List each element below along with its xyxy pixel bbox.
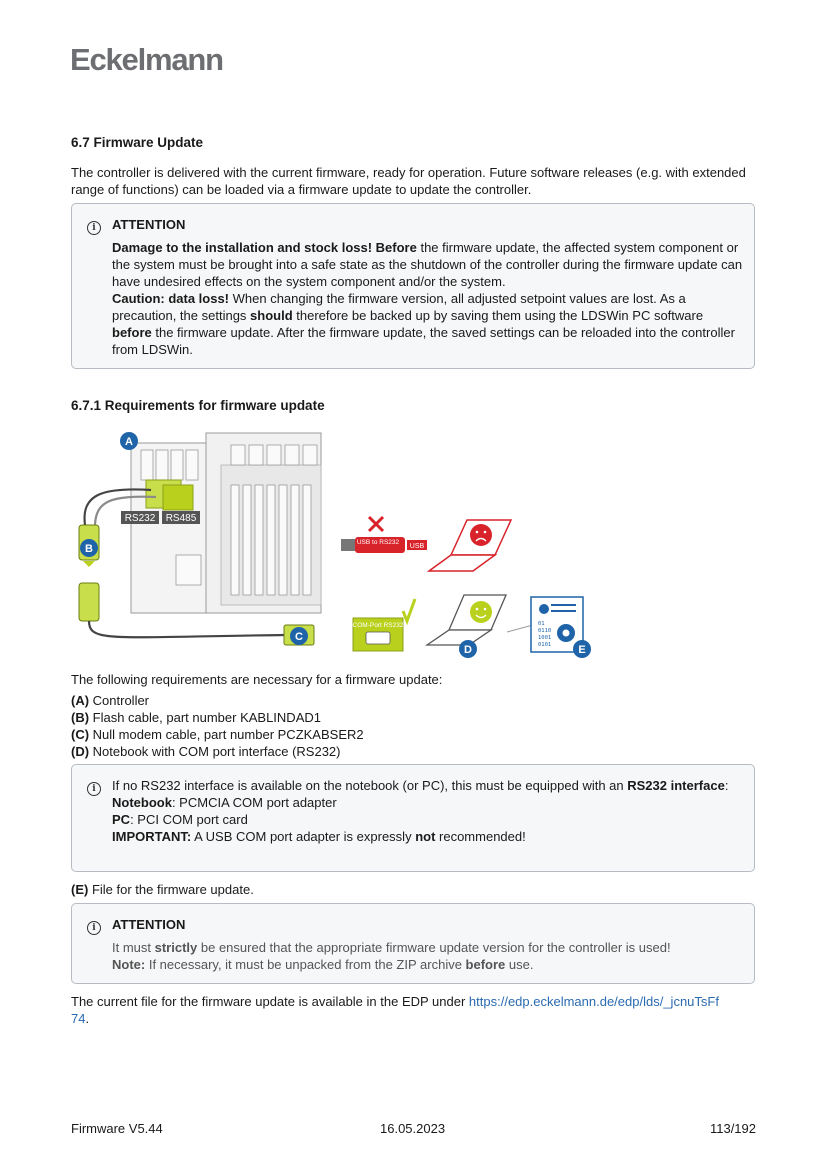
section-intro: The controller is delivered with the current firmware, ready for operation. Future software releases (e.g. with extended range of functions) can be loaded via a firmware update to update the controller. xyxy=(71,165,746,197)
svg-text:A: A xyxy=(125,436,133,448)
info-icon: i xyxy=(87,921,101,935)
svg-text:E: E xyxy=(578,644,586,656)
attention2-line-2: Note: If necessary, it must be unpacked from the ZIP archive before use. xyxy=(112,957,534,972)
firmware-update-diagram xyxy=(71,425,601,660)
footer-page-number: 113/192 xyxy=(709,1121,756,1136)
attention-title: ATTENTION xyxy=(112,917,186,932)
note-line-important: IMPORTANT: A USB COM port adapter is expressly not recommended! xyxy=(112,829,526,844)
attention-box-2 xyxy=(71,903,755,984)
requirement-item-e: (E) File for the firmware update. xyxy=(71,882,254,897)
info-icon: i xyxy=(87,782,101,796)
eckelmann-logo: Eckelmann xyxy=(70,42,223,77)
requirement-item: (C) Null modem cable, part number PCZKABSER2 xyxy=(71,727,364,742)
attention-paragraph-1: Damage to the installation and stock loss! Before the firmware update, the affected system component or the system must be brought into a safe state as the shutdown of the controller during the firmware update can have undesired effects on the system component and/or the system. xyxy=(112,240,743,289)
controller-illustration xyxy=(131,433,321,613)
file-line-2: 0110 xyxy=(538,628,552,634)
info-icon: i xyxy=(87,221,101,235)
rs232-note-box xyxy=(71,764,755,872)
svg-text:B: B xyxy=(85,543,93,555)
attention-box-1 xyxy=(71,203,755,369)
svg-text:D: D xyxy=(464,644,472,656)
attention2-line-1: It must strictly be ensured that the appropriate firmware update version for the controller is used! xyxy=(112,940,671,955)
footer-version: Firmware V5.44 xyxy=(71,1121,163,1136)
laptop-sad-icon xyxy=(429,520,511,571)
note-line-1: If no RS232 interface is available on the notebook (or PC), this must be equipped with an RS232 interface: xyxy=(112,778,729,793)
file-line-4: 0101 xyxy=(538,642,552,648)
requirement-item: (D) Notebook with COM port interface (RS232) xyxy=(71,744,341,759)
svg-text:C: C xyxy=(295,631,303,643)
edp-paragraph: The current file for the firmware update is available in the EDP under https://edp.eckelmann.de/edp/lds/_jcnuTsFf74. xyxy=(71,994,719,1026)
requirements-intro: The following requirements are necessary for a firmware update: xyxy=(71,672,443,687)
port-label-rs485: RS485 xyxy=(165,513,197,524)
file-line-3: 1001 xyxy=(538,635,552,641)
laptop-happy-icon xyxy=(427,595,506,645)
file-line-1: 01 xyxy=(538,621,545,627)
section-title: 6.7 Firmware Update xyxy=(71,135,204,150)
subsection-title: 6.7.1 Requirements for firmware update xyxy=(71,398,325,413)
attention-paragraph-2: Caution: data loss! When changing the firmware version, all adjusted setpoint values are lost. As a precaution, the settings should therefore be backed up by saving them using the LDSWin PC software before the firmware update. After the firmware update, the saved settings can be reloaded into the controller from LDSWin. xyxy=(112,291,735,357)
port-label-rs232: RS232 xyxy=(124,513,156,524)
footer-date: 16.05.2023 xyxy=(380,1121,446,1136)
attention-title: ATTENTION xyxy=(112,217,186,232)
edp-link[interactable]: https://edp.eckelmann.de/edp/lds/_jcnuTsFf74 xyxy=(71,994,719,1026)
requirement-item: (B) Flash cable, part number KABLINDAD1 xyxy=(71,710,321,725)
usb-plug-label: USB xyxy=(409,543,425,550)
null-modem-adapter xyxy=(353,618,404,651)
null-modem-label: COM-Port RS232 xyxy=(352,622,404,629)
note-line-pc: PC: PCI COM port card xyxy=(112,812,248,827)
note-line-notebook: Notebook: PCMCIA COM port adapter xyxy=(112,795,337,810)
usb-adapter-label: USB to RS232 xyxy=(356,539,400,546)
requirement-item: (A) Controller xyxy=(71,693,150,708)
usb-adapter-not-recommended xyxy=(341,517,427,553)
